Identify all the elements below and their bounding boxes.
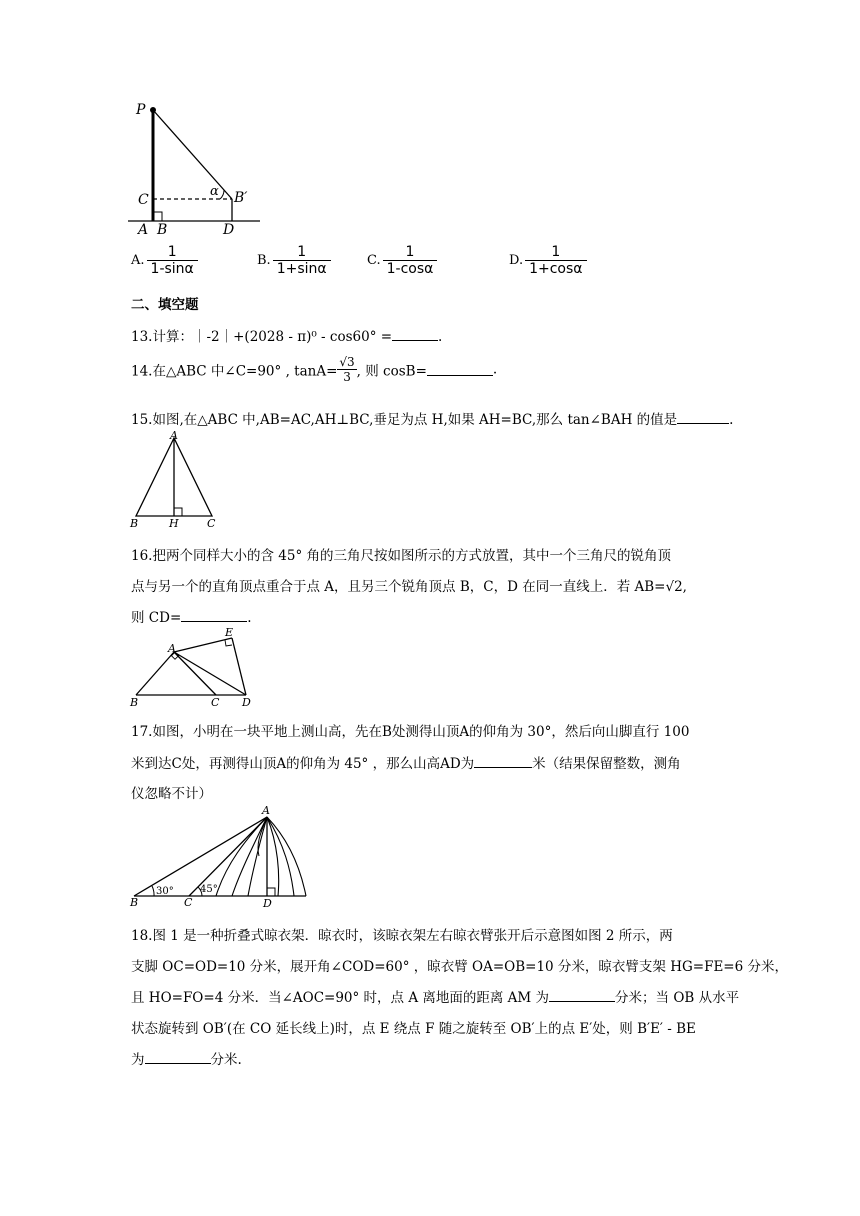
fraction-sqrt3-over-3: $\frac{√3}{3}$ bbox=[339, 355, 355, 384]
label-angle-30: 30° bbox=[156, 886, 174, 897]
label-A: A bbox=[138, 222, 149, 238]
question-18-line1: 18.图 1 是一种折叠式晾衣架．晾衣时，该晾衣架左右晾衣臂张开后示意图如图 2 所示，两 bbox=[131, 928, 673, 944]
question-18-line2: 支脚 OC=OD=10 分米，展开角∠COD=60° ，晾衣臂 OA=OB=10 分米，晾衣臂支架 HG=FE=6 分米， bbox=[131, 959, 788, 975]
question-17-line3: 仪忽略不计） bbox=[131, 786, 212, 802]
label-C: C bbox=[207, 517, 216, 530]
label-C: C bbox=[211, 696, 220, 708]
question-16-line2: 点与另一个的直角顶点重合于点 A，且另三个锐角顶点 B，C，D 在同一直线上．若 AB=√2, bbox=[131, 579, 687, 595]
option-c: C. $\frac{1}{1-\cos\alpha}$ bbox=[367, 244, 437, 277]
question-18-line3: 且 HO=FO=4 分米．当∠AOC=90° 时，点 A 离地面的距离 AM 为 分米；当 OB 从水平 bbox=[131, 990, 740, 1006]
section-title: 二、填空题 bbox=[131, 297, 199, 313]
label-A: A bbox=[262, 804, 270, 817]
label-P: P bbox=[136, 102, 146, 118]
label-Bprime: B′ bbox=[234, 190, 248, 206]
label-D: D bbox=[263, 897, 272, 908]
question-16-line3: 则 CD= . bbox=[131, 610, 252, 626]
fraction: $\frac{1}{1-\cos\alpha}$ bbox=[383, 244, 438, 277]
label-D: D bbox=[242, 696, 251, 708]
question-13: 13.计算：｜-2｜+(2028 - π)⁰ - cos60° = . bbox=[131, 329, 443, 345]
fraction: $\frac{1}{1+\sin\alpha}$ bbox=[273, 244, 331, 277]
question-17-line2: 米到达C处，再测得山顶A的仰角为 45° ，那么山高AD为 米（结果保留整数，测角 bbox=[131, 756, 681, 772]
question-14: 14.在△ABC 中∠C=90° , tanA= $\frac{√3}{3}$ , 则 cosB= . bbox=[131, 355, 498, 384]
label-C: C bbox=[138, 192, 149, 208]
option-d: D. $\frac{1}{1+\cos\alpha}$ bbox=[509, 244, 587, 277]
question-17-line1: 17.如图，小明在一块平地上测山高，先在B处测得山顶A的仰角为 30°，然后向山脚直行 100 bbox=[131, 724, 690, 740]
label-A: A bbox=[170, 430, 178, 442]
label-C: C bbox=[184, 896, 193, 908]
label-H: H bbox=[169, 517, 179, 530]
question-16-line1: 16.把两个同样大小的含 45° 角的三角尺按如图所示的方式放置，其中一个三角尺的锐角顶 bbox=[131, 548, 671, 564]
label-D: D bbox=[223, 222, 235, 238]
label-B: B bbox=[130, 696, 139, 708]
question-18-line4: 状态旋转到 OB′(在 CO 延长线上)时，点 E 绕点 F 随之旋转至 OB′上的点 E′处，则 B′E′ - BE bbox=[131, 1021, 696, 1037]
fraction: $\frac{1}{1-\sin\alpha}$ bbox=[147, 244, 198, 277]
label-alpha: α bbox=[210, 184, 219, 199]
label-E: E bbox=[225, 626, 234, 639]
option-a: A. $\frac{1}{1-\sin\alpha}$ bbox=[131, 244, 198, 277]
figure-q12 bbox=[128, 98, 264, 238]
label-B: B bbox=[157, 222, 168, 238]
figure-q16 bbox=[128, 626, 258, 708]
label-B: B bbox=[130, 517, 139, 530]
question-15: 15.如图,在△ABC 中,AB=AC,AH⊥BC,垂足为点 H,如果 AH=BC,那么 tan∠BAH 的值是 . bbox=[131, 412, 734, 428]
label-B: B bbox=[130, 896, 139, 908]
fraction: $\frac{1}{1+\cos\alpha}$ bbox=[525, 244, 586, 277]
label-A: A bbox=[168, 642, 176, 655]
question-18-line5: 为 分米. bbox=[131, 1052, 242, 1068]
label-angle-45: 45° bbox=[200, 884, 218, 895]
option-b: B. $\frac{1}{1+\sin\alpha}$ bbox=[257, 244, 331, 277]
figure-q17 bbox=[128, 804, 310, 908]
figure-q15 bbox=[128, 430, 222, 530]
